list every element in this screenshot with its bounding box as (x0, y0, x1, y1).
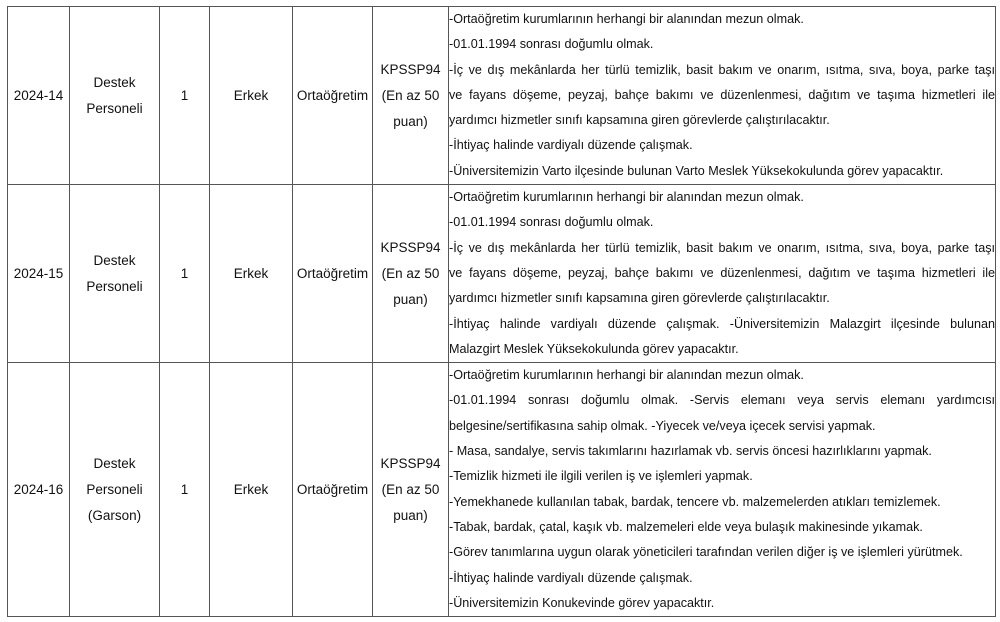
position-count: 1 (160, 185, 210, 363)
position-title (70, 7, 160, 185)
table-row (8, 185, 996, 363)
table-row (8, 7, 996, 185)
exam-requirement (373, 185, 449, 363)
position-title-line: Personeli (86, 481, 143, 497)
position-title-line: Destek (93, 74, 136, 90)
posting-code: 2024-14 (8, 7, 70, 185)
job-posting-table (7, 6, 996, 617)
gender: Erkek (210, 185, 293, 363)
requirement-line: -Ortaöğretim kurumlarının herhangi bir alanından mezun olmak. (449, 368, 804, 383)
exam-requirement-line: KPSSP94 (380, 239, 441, 255)
position-title-line: Destek (93, 252, 136, 268)
position-count: 1 (160, 363, 210, 617)
requirement-line: Malazgirt Meslek Yüksekokulunda görev yapacaktır. (449, 341, 739, 356)
table-row (8, 363, 996, 617)
requirements (449, 7, 996, 185)
position-title-line: (Garson) (87, 507, 142, 523)
requirement-line: -Tabak, bardak, çatal, kaşık vb. malzemeleri elde veya bulaşık makinesinde yıkamak. (449, 519, 923, 534)
exam-requirement-line: KPSSP94 (380, 61, 441, 77)
position-title (70, 363, 160, 617)
requirement-line: ve fayans döşeme, peyzaj, bahçe bakımı ve düzenlenmesi, dağıtım ve taşıma hizmetleri ile (449, 265, 995, 280)
gender: Erkek (210, 363, 293, 617)
exam-requirement-line: (En az 50 (381, 87, 440, 103)
requirement-line: -Yemekhanede kullanılan tabak, bardak, tencere vb. malzemelerden atıkları temizlemek. (449, 494, 941, 509)
education-level: Ortaöğretim (293, 363, 373, 617)
requirement-line: -İhtiyaç halinde vardiyalı düzende çalışmak. (449, 138, 693, 153)
requirement-line: ve fayans döşeme, peyzaj, bahçe bakımı ve düzenlenmesi, dağıtım ve taşıma hizmetleri ile (449, 87, 995, 102)
posting-code: 2024-16 (8, 363, 70, 617)
requirement-line: belgesine/sertifikasına sahip olmak. -Yiyecek ve/veya içecek servisi yapmak. (449, 418, 876, 433)
requirement-line: -Üniversitemizin Varto ilçesinde bulunan Varto Meslek Yüksekokulunda görev yapacaktır. (449, 163, 944, 178)
requirements (449, 185, 996, 363)
posting-code: 2024-15 (8, 185, 70, 363)
gender: Erkek (210, 7, 293, 185)
exam-requirement-line: puan) (393, 113, 428, 129)
exam-requirement-line: puan) (393, 507, 428, 523)
requirement-line: -İç ve dış mekânlarda her türlü temizlik, basit bakım ve onarım, ısıtma, sıva, boya, parke taşı (449, 240, 995, 255)
requirement-line: yardımcı hizmetler sınıfı kapsamına giren görevlerde çalıştırılacaktır. (449, 291, 830, 306)
requirement-line: -İhtiyaç halinde vardiyalı düzende çalışmak. -Üniversitemizin Malazgirt ilçesinde bulunan (449, 316, 995, 331)
position-title (70, 185, 160, 363)
requirement-line: -Ortaöğretim kurumlarının herhangi bir alanından mezun olmak. (449, 190, 804, 205)
exam-requirement (373, 363, 449, 617)
position-title-line: Destek (93, 455, 136, 471)
education-level: Ortaöğretim (293, 7, 373, 185)
position-count: 1 (160, 7, 210, 185)
position-title-line: Personeli (86, 100, 143, 116)
exam-requirement-line: (En az 50 (381, 265, 440, 281)
requirement-line: -Görev tanımlarına uygun olarak yöneticileri tarafından verilen diğer iş ve işlemleri yürütmek. (449, 545, 963, 560)
requirement-line: yardımcı hizmetler sınıfı kapsamına giren görevlerde çalıştırılacaktır. (449, 113, 830, 128)
requirement-line: - Masa, sandalye, servis takımlarını hazırlamak vb. servis öncesi hazırlıklarını yapmak. (449, 444, 932, 459)
requirement-line: -Temizlik hizmeti ile ilgili verilen iş ve işlemleri yapmak. (449, 469, 753, 484)
requirement-line: -İç ve dış mekânlarda her türlü temizlik, basit bakım ve onarım, ısıtma, sıva, boya, parke taşı (449, 62, 995, 77)
education-level: Ortaöğretim (293, 185, 373, 363)
requirement-line: -Ortaöğretim kurumlarının herhangi bir alanından mezun olmak. (449, 12, 804, 26)
exam-requirement (373, 7, 449, 185)
requirement-line: -01.01.1994 sonrası doğumlu olmak. (449, 37, 654, 52)
requirement-line: -İhtiyaç halinde vardiyalı düzende çalışmak. (449, 570, 693, 585)
exam-requirement-line: puan) (393, 291, 428, 307)
position-title-line: Personeli (86, 278, 143, 294)
requirements (449, 363, 996, 617)
exam-requirement-line: (En az 50 (381, 481, 440, 497)
exam-requirement-line: KPSSP94 (380, 455, 441, 471)
requirement-line: -01.01.1994 sonrası doğumlu olmak. -Servis elemanı veya servis elemanı yardımcısı (449, 393, 995, 408)
requirement-line: -01.01.1994 sonrası doğumlu olmak. (449, 215, 654, 230)
requirement-line: -Üniversitemizin Konukevinde görev yapacaktır. (449, 595, 715, 610)
